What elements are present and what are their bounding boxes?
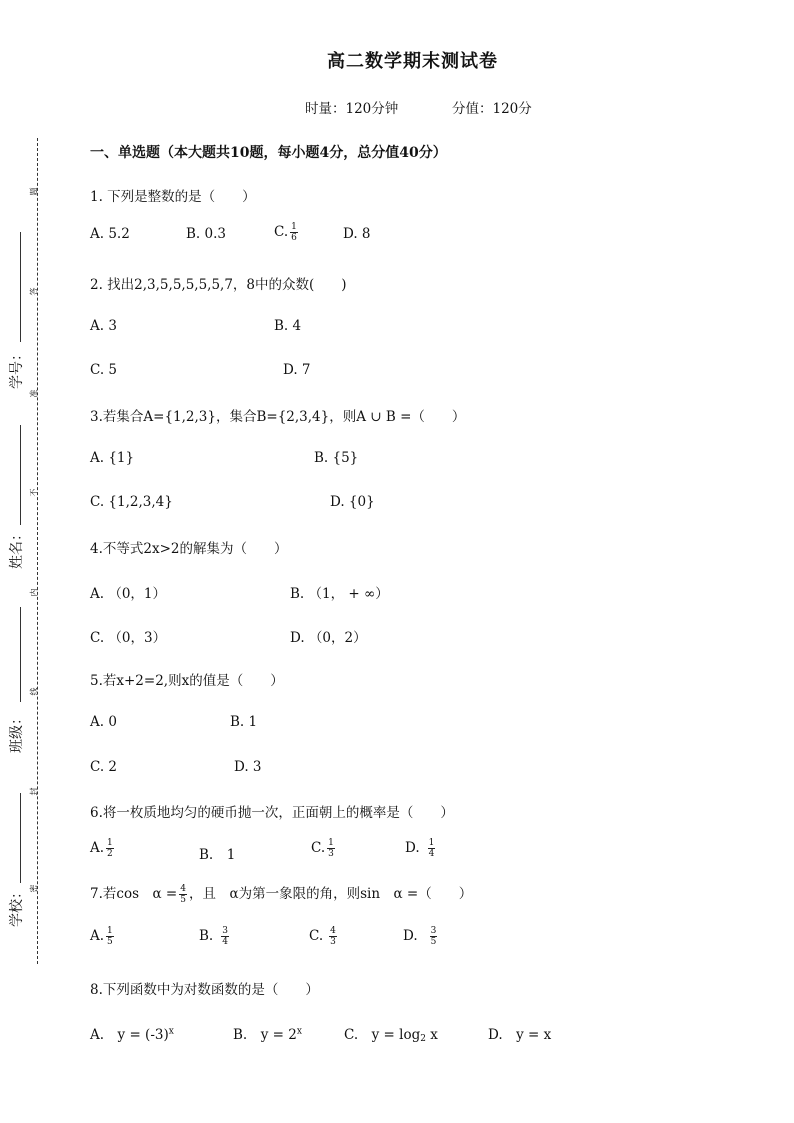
stem-post: ，且 α为第一象限的角，则sin α =（ ）: [188, 886, 473, 902]
option-b: B. 1: [199, 847, 236, 863]
class-label: 班级：: [9, 711, 25, 753]
option-label: C. y = log: [344, 1027, 421, 1043]
option-tail: x: [425, 1027, 438, 1043]
fraction-denominator: 3: [328, 849, 334, 859]
option-d: D. 3: [234, 759, 262, 775]
fraction: [221, 926, 229, 947]
option-a: [90, 1023, 174, 1043]
option-a: A. 5.2: [90, 226, 130, 242]
option-a: A. {1}: [90, 450, 135, 466]
binding-dashed-line: [37, 138, 38, 964]
fraction-numerator: 3: [430, 926, 437, 936]
option-label: A. y = (-3): [90, 1027, 169, 1043]
fraction-numerator: 4: [180, 884, 186, 894]
fraction-denominator: 4: [428, 849, 435, 859]
fraction: [179, 884, 187, 905]
exponent: x: [168, 1026, 174, 1037]
name-line: [20, 425, 21, 525]
option-b: B. {5}: [314, 450, 359, 466]
option-label: C.: [309, 928, 324, 944]
question-stem: 5.若x+2=2,则x的值是（ ）: [90, 673, 284, 689]
option-b: B. 1: [230, 714, 258, 730]
question-stem: [90, 882, 472, 905]
option-label: D.: [403, 928, 418, 944]
fraction-denominator: 3: [330, 937, 336, 947]
log-base: 2: [420, 1034, 426, 1044]
option-b: B. 4: [274, 318, 302, 334]
school-line: [20, 793, 21, 883]
option-a: A. （0，1）: [90, 586, 167, 602]
option-d: D. 7: [283, 362, 311, 378]
option-d: D. y = x: [488, 1027, 552, 1043]
option-label: B.: [199, 928, 214, 944]
stem-pre: 7.若cos α =: [90, 886, 178, 902]
option-c: [274, 222, 300, 243]
option-a: A. 3: [90, 318, 117, 334]
fraction-denominator: 5: [430, 937, 437, 947]
fraction-numerator: 1: [291, 222, 297, 232]
option-c: C. {1,2,3,4}: [90, 494, 173, 510]
fraction-denominator: 5: [180, 895, 186, 905]
seal-char: 密: [29, 884, 39, 893]
seal-char: 准: [29, 389, 39, 398]
exam-time: 时量：120分钟: [305, 101, 399, 117]
question-stem: 6.将一枚质地均匀的硬币抛一次，正面朝上的概率是（ ）: [90, 805, 454, 821]
fraction-numerator: 1: [107, 838, 113, 848]
seal-char: 内: [29, 588, 39, 597]
option-c: [309, 926, 339, 947]
option-label: D.: [405, 840, 420, 856]
option-d: D. {0}: [330, 494, 375, 510]
option-c: [344, 1023, 438, 1044]
option-b: B. （1， + ∞）: [290, 586, 389, 602]
option-c: C. （0，3）: [90, 630, 167, 646]
option-a: A. 0: [90, 714, 117, 730]
exam-title: 高二数学期末测试卷: [327, 51, 498, 72]
option-c: C. 5: [90, 362, 118, 378]
question-stem: 3.若集合A={1,2,3}，集合B={2,3,4}，则A ∪ B =（ ）: [90, 409, 466, 425]
seal-char: 不: [29, 488, 39, 497]
seal-char: 答: [29, 287, 39, 296]
fraction-numerator: 4: [330, 926, 336, 936]
fraction-numerator: 1: [107, 926, 113, 936]
option-b: [233, 1023, 302, 1043]
option-d: D. 8: [343, 226, 371, 242]
fraction: [430, 926, 438, 947]
section-heading: 一、单选题（本大题共10题，每小题4分，总分值40分）: [90, 145, 447, 161]
fraction-denominator: 5: [107, 937, 113, 947]
fraction: [327, 838, 335, 859]
fraction: [329, 926, 337, 947]
option-b: [199, 926, 231, 947]
question-stem: 8.下列函数中为对数函数的是（ ）: [90, 982, 319, 998]
student-id-line: [20, 232, 21, 342]
fraction-numerator: 3: [222, 926, 228, 936]
seal-char: 题: [29, 187, 39, 196]
option-label: C.: [274, 224, 289, 240]
option-c: C. 2: [90, 759, 118, 775]
fraction-numerator: 1: [328, 838, 334, 848]
option-a: [90, 838, 116, 859]
fraction-numerator: 1: [428, 838, 435, 848]
option-c: [311, 838, 337, 859]
option-label: A.: [90, 928, 105, 944]
option-d: D. （0，2）: [290, 630, 367, 646]
fraction-denominator: 2: [107, 849, 113, 859]
option-b: B. 0.3: [186, 226, 226, 242]
fraction: [428, 838, 436, 859]
option-label: B. y = 2: [233, 1027, 297, 1043]
question-stem: 2. 找出2,3,5,5,5,5,5,7，8中的众数( ): [90, 277, 347, 293]
fraction: [106, 838, 114, 859]
class-line: [20, 607, 21, 702]
option-a: [90, 926, 116, 947]
question-stem: 1. 下列是整数的是（ ）: [90, 189, 256, 205]
school-label: 学校：: [9, 885, 25, 927]
question-stem: 4.不等式2x>2的解集为（ ）: [90, 541, 288, 557]
option-label: A.: [90, 840, 105, 856]
fraction-denominator: 6: [291, 233, 297, 243]
exam-score: 分值：120分: [452, 101, 532, 117]
seal-char: 线: [29, 687, 39, 696]
student-id-label: 学号：: [9, 347, 25, 389]
seal-char: 封: [29, 787, 39, 796]
option-d: [405, 838, 437, 859]
fraction-denominator: 4: [222, 937, 228, 947]
name-label: 姓名：: [9, 527, 25, 569]
fraction: [290, 222, 298, 243]
exponent: x: [296, 1026, 302, 1037]
option-label: C.: [311, 840, 326, 856]
fraction: [106, 926, 114, 947]
option-d: [403, 926, 439, 947]
